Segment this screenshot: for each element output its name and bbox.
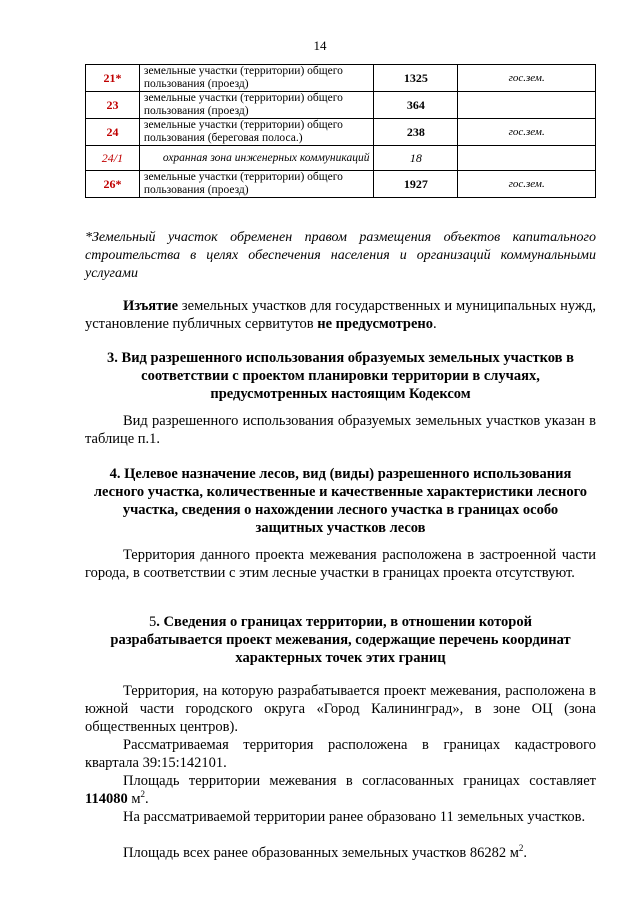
parcel-note-cell: гос.зем. xyxy=(458,65,596,92)
table-row xyxy=(86,65,596,92)
parcel-area-cell: 18 xyxy=(374,146,458,171)
parcel-description-cell: земельные участки (территории) общего пользования (проезд) xyxy=(139,92,374,119)
parcel-number-cell: 21* xyxy=(86,65,140,92)
parcel-description-cell: земельные участки (территории) общего пользования (проезд) xyxy=(139,65,374,92)
heading-5-text: . Сведения о границах территории, в отношении которой разрабатывается проект межевания, содержащие перечень координат характерных точек этих границ xyxy=(110,614,571,666)
paragraph-forest: Территория данного проекта межевания расположена в застроенной части города, в соответствии с этим лесные участки в границах проекта отсутствуют. xyxy=(85,547,596,581)
paragraph-cadastral-quarter: Рассматриваемая территория расположена в границах кадастрового квартала 39:15:142101. xyxy=(85,737,596,771)
seizure-bold-term: Изъятие xyxy=(123,298,179,314)
area-total-end: . xyxy=(145,791,149,807)
parcel-number-cell: 24 xyxy=(86,119,140,146)
parcel-area-cell: 1927 xyxy=(374,171,458,198)
area-total-text: Площадь территории межевания в согласованных границах составляет xyxy=(123,773,596,789)
paragraph-seizure xyxy=(85,297,596,333)
footnote: *Земельный участок обременен правом размещения объектов капитального строительства в целях обеспечения населения и организаций коммунальными услугами xyxy=(85,230,596,281)
heading-5-number: 5 xyxy=(149,614,157,630)
section-heading-5 xyxy=(85,613,596,667)
area-total-value: 114080 xyxy=(85,791,128,807)
table-row xyxy=(86,119,596,146)
parcels-area-text: Площадь всех ранее образованных земельных участков 86282 м xyxy=(123,845,519,861)
area-total-unit: м xyxy=(127,791,141,807)
seizure-end: . xyxy=(433,316,437,332)
section-heading-3: 3. Вид разрешенного использования образуемых земельных участков в соответствии с проектом планировки территории в случаях, предусмотренных настоящим Кодексом xyxy=(107,350,574,402)
table-row xyxy=(86,171,596,198)
table-row xyxy=(86,146,596,171)
parcels-table xyxy=(85,64,596,198)
parcels-area-end: . xyxy=(523,845,528,861)
parcel-area-cell: 238 xyxy=(374,119,458,146)
parcel-description-cell: земельные участки (территории) общего пользования (проезд) xyxy=(139,171,374,198)
section-heading-4: 4. Целевое назначение лесов, вид (виды) разрешенного использования лесного участка, количественные и качественные характеристики лесного участка, сведения о нахождении лесного участка в границах особо защитных участков лесов xyxy=(93,466,588,536)
parcel-area-cell: 364 xyxy=(374,92,458,119)
paragraph-area-total xyxy=(85,772,596,808)
area-total-unit-sup: 2 xyxy=(140,789,146,800)
seizure-text: земельных участков для государственных и муниципальных нужд, установление публичных сервитутов xyxy=(85,298,596,332)
parcel-description-cell: охранная зона инженерных коммуникаций xyxy=(139,146,374,171)
parcel-number-cell: 23 xyxy=(86,92,140,119)
table-row xyxy=(86,92,596,119)
parcel-note-cell xyxy=(458,146,596,171)
parcel-description-cell: земельные участки (территории) общего пользования (береговая полоса.) xyxy=(139,119,374,146)
parcel-area-cell: 1325 xyxy=(374,65,458,92)
page-number: 14 xyxy=(313,38,327,53)
paragraph-parcels-count: На рассматриваемой территории ранее образовано 11 земельных участков. xyxy=(123,809,586,825)
paragraph-territory-location: Территория, на которую разрабатывается проект межевания, расположена в южной части городского округа «Город Калининград», в зоне ОЦ (зона общественных центров). xyxy=(85,683,596,735)
parcel-note-cell xyxy=(458,92,596,119)
parcel-note-cell: гос.зем. xyxy=(458,171,596,198)
parcels-area-sup: 2 xyxy=(518,843,524,854)
parcel-number-cell: 24/1 xyxy=(86,146,140,171)
paragraph-parcels-area xyxy=(85,844,596,862)
seizure-bold-conclusion: не предусмотрено xyxy=(317,316,434,332)
paragraph-permitted-use: Вид разрешенного использования образуемых земельных участков указан в таблице п.1. xyxy=(85,413,596,447)
parcel-note-cell: гос.зем. xyxy=(458,119,596,146)
parcel-number-cell: 26* xyxy=(86,171,140,198)
